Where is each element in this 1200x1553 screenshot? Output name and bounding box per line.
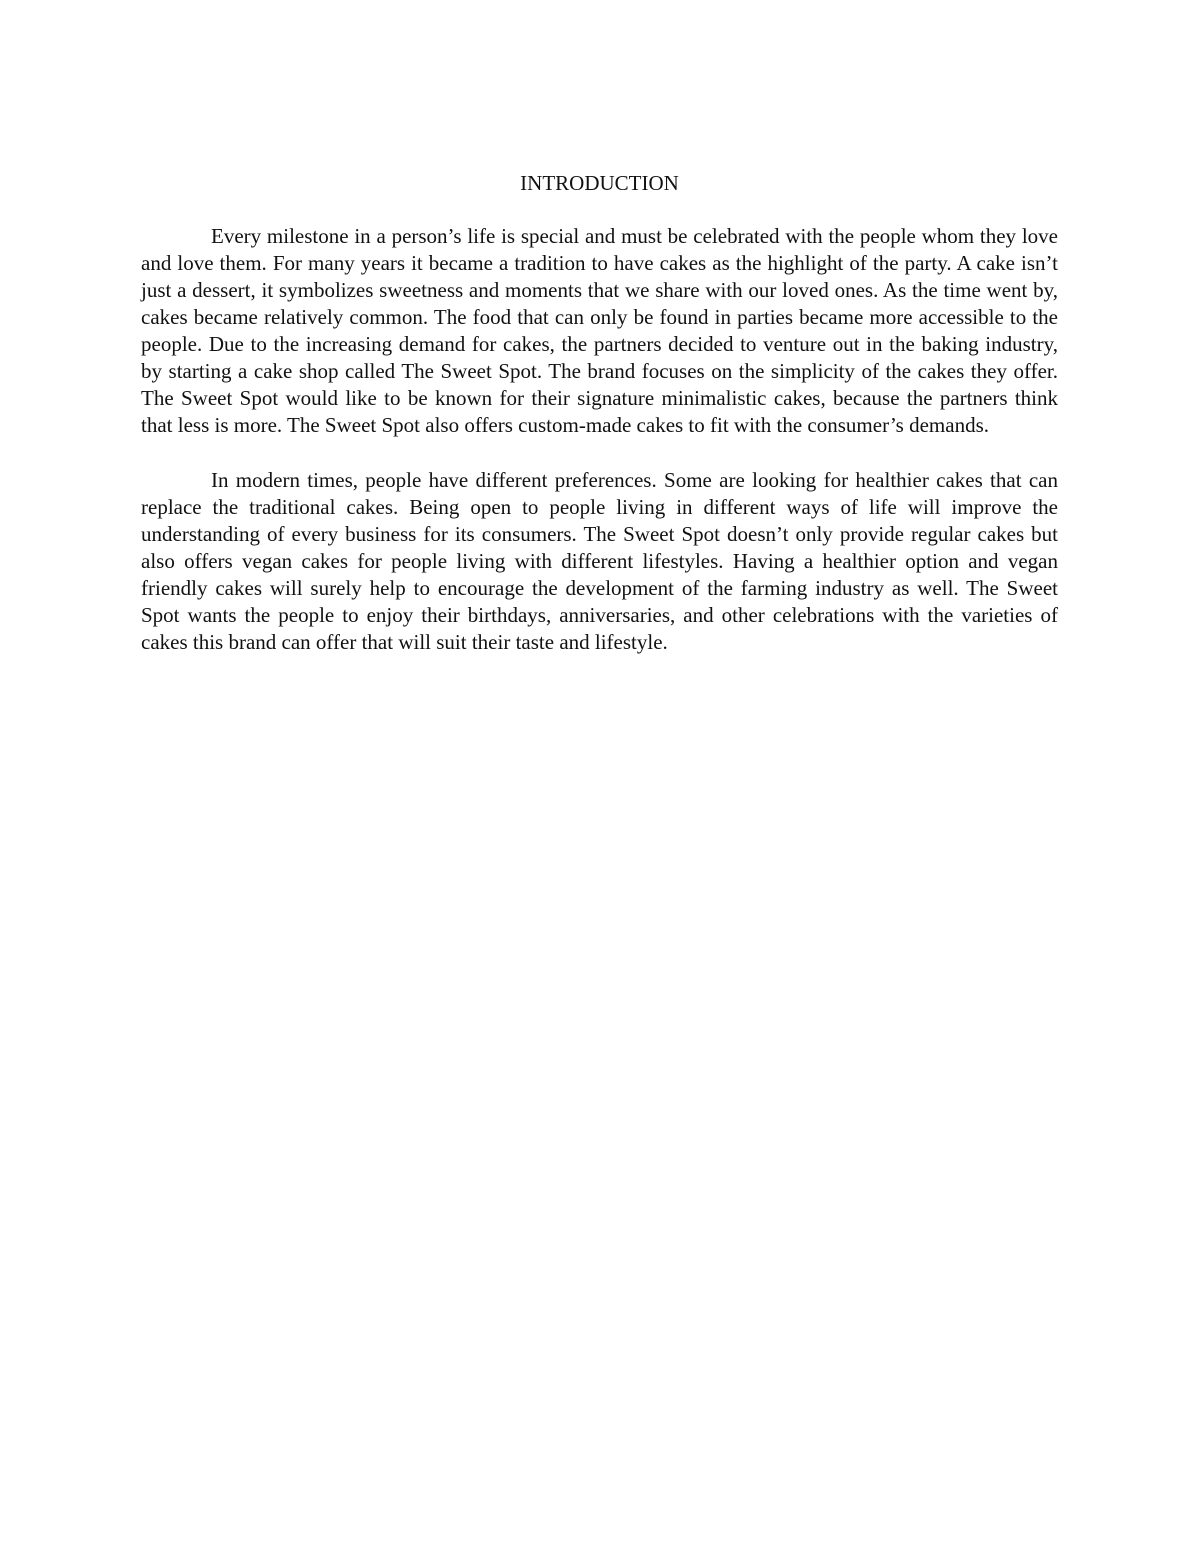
section-heading: INTRODUCTION [520,171,679,195]
paragraph-1: Every milestone in a person’s life is special and must be celebrated with the people whom they love and love them. For many years it became a tradition to have cakes as the highlight of the party. A cake isn’t just a dessert, it symbolizes sweetness and moments that we share with our loved ones. As the time went by, cakes became relatively common. The food that can only be found in parties became more accessible to the people. Due to the increasing demand for cakes, the partners decided to venture out in the baking industry, by starting a cake shop called The Sweet Spot. The brand focuses on the simplicity of the cakes they offer. The Sweet Spot would like to be known for their signature minimalistic cakes, because the partners think that less is more. The Sweet Spot also offers custom-made cakes to fit with the consumer’s demands. [141,224,1058,437]
paragraph-2: In modern times, people have different preferences. Some are looking for healthier cakes that can replace the traditional cakes. Being open to people living in different ways of life will improve the understanding of every business for its consumers. The Sweet Spot doesn’t only provide regular cakes but also offers vegan cakes for people living with different lifestyles. Having a healthier option and vegan friendly cakes will surely help to encourage the development of the farming industry as well. The Sweet Spot wants the people to enjoy their birthdays, anniversaries, and other celebrations with the varieties of cakes this brand can offer that will suit their taste and lifestyle. [141,468,1058,654]
document-body [141,170,1058,684]
